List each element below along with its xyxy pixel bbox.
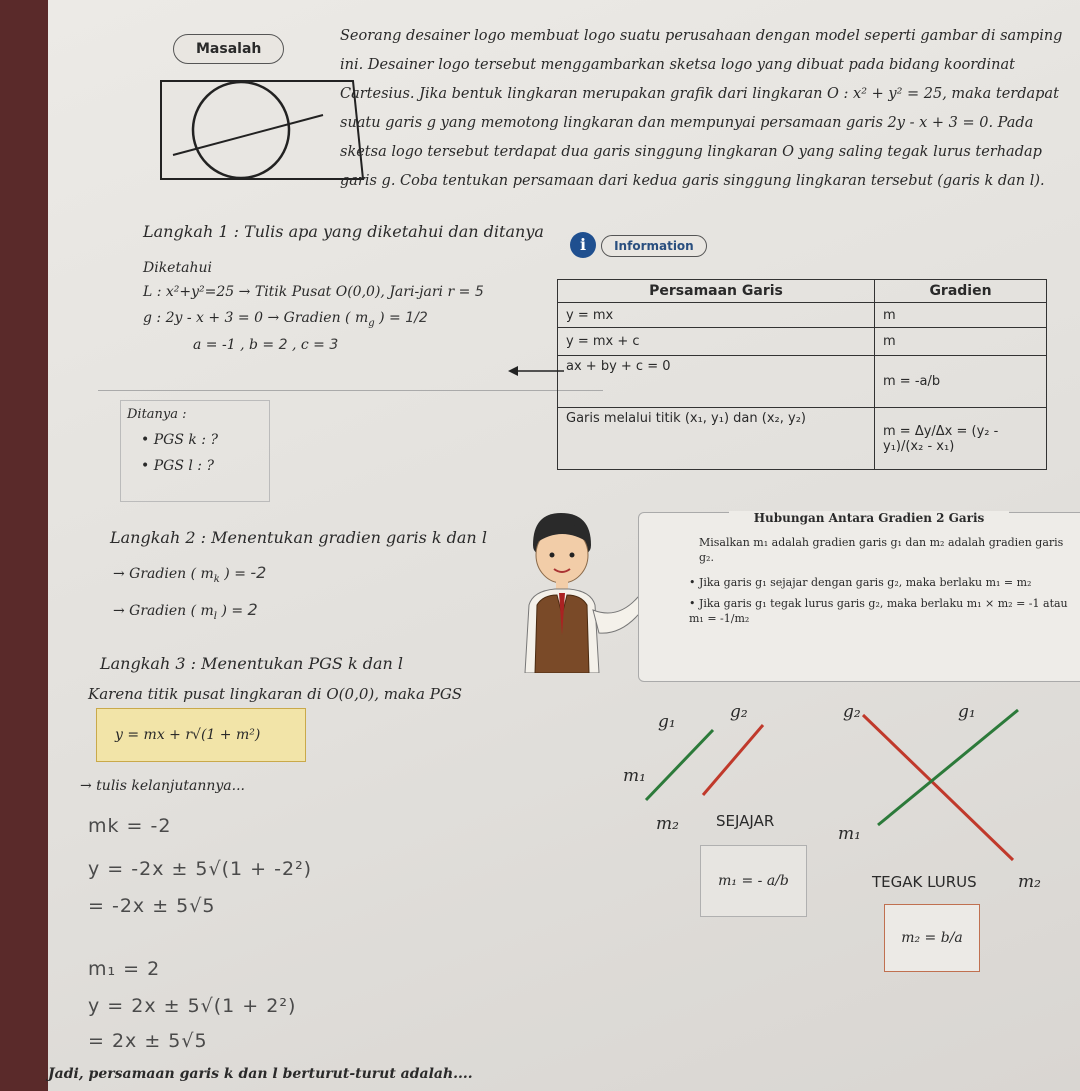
b-answer: 2	[278, 336, 288, 353]
hw-eq-k-result: = -2x ± 5√5	[88, 895, 216, 917]
continue-note: → tulis kelanjutannya...	[80, 778, 245, 794]
pgs-formula: y = mx + r√(1 + m²)	[115, 727, 261, 743]
logo-sketch	[153, 75, 368, 185]
label-g1: g₁	[658, 712, 676, 732]
table-cell: m = -a/b	[875, 356, 1047, 408]
asked-item-text: PGS l : ?	[153, 458, 214, 474]
info-badge	[570, 232, 707, 258]
asked-box	[120, 400, 270, 502]
gradient-table	[557, 279, 1047, 470]
parallel-formula-box	[700, 845, 807, 917]
problem-line: suatu garis g yang memotong lingkaran dan mempunyai persamaan garis 2y - x + 3 = 0. Pada	[340, 115, 1034, 131]
known-circle	[143, 284, 583, 300]
gradient-l-label: → Gradien ( m	[113, 603, 214, 619]
step2-title: Langkah 2 : Menentukan gradien garis k dan l	[110, 528, 487, 547]
table-cell: m = Δy/Δx = (y₂ - y₁)/(x₂ - x₁)	[875, 408, 1047, 470]
info-icon: i	[570, 232, 596, 258]
problem-line: Cartesius. Jika bentuk lingkaran merupakan grafik dari lingkaran O : x² + y² = 25, maka terdapat	[340, 86, 1059, 102]
known-label: Diketahui	[143, 260, 212, 276]
label-g2: g₂	[730, 702, 748, 722]
known-coefficients	[143, 337, 583, 353]
asked-item: • PGS l : ?	[141, 458, 214, 474]
pgs-formula-box	[96, 708, 306, 762]
step1-title: Langkah 1 : Tulis apa yang diketahui dan ditanya	[143, 222, 544, 241]
gradient-lines-diagram	[608, 695, 1080, 895]
perp-formula-box	[884, 904, 980, 972]
problem-line: Seorang desainer logo membuat logo suatu perusahaan dengan model seperti gambar di samping	[340, 28, 1063, 44]
table-header: Persamaan Garis	[558, 280, 875, 303]
asked-item: • PGS k : ?	[141, 432, 218, 448]
gradient-k-sub: k	[213, 573, 220, 585]
gradient-k-label: → Gradien ( m	[113, 566, 214, 582]
known-circle-text: L : x²+y²=25 → Titik Pusat O(0,0), Jari-jari r =	[143, 284, 471, 300]
table-cell: Garis melalui titik (x₁, y₁) dan (x₂, y₂)	[558, 408, 875, 470]
gradient-l-answer: 2	[247, 600, 258, 619]
conclusion: Jadi, persamaan garis k dan l berturut-turut adalah....	[48, 1066, 473, 1082]
perp-formula: m₂ = b/a	[901, 930, 963, 946]
relation-parallel: • Jika garis g₁ sejajar dengan garis g₂, maka berlaku m₁ = m₂	[689, 576, 1032, 589]
relation-perpendicular-text: Jika garis g₁ tegak lurus garis g₂, maka berlaku m₁ × m₂ = -1 atau m₁ = -1/m₂	[689, 597, 1068, 625]
label-m1: m₁	[623, 766, 646, 786]
arrow-icon	[506, 364, 566, 378]
gradient-k-row: → Gradien ( $m_k$ ) = -2	[113, 563, 267, 585]
table-row	[558, 408, 1047, 470]
problem-line: garis g. Coba tentukan persamaan dari kedua garis singgung lingkaran tersebut (garis k dan l).	[340, 173, 1045, 189]
info-badge-label: Information	[601, 235, 707, 257]
table-row	[558, 356, 1047, 408]
label-g1-perp: g₁	[958, 702, 976, 722]
gradient-g-answer: 1/2	[405, 310, 428, 326]
table-row	[558, 303, 1047, 328]
known-line-text: g : 2y - x + 3 = 0 → Gradien ( m	[143, 310, 369, 326]
table-cell: y = mx + c	[558, 328, 875, 356]
worksheet-page	[48, 0, 1080, 1091]
label-g2-perp: g₂	[843, 702, 861, 722]
gradient-relation-box	[638, 512, 1080, 682]
c-answer: 3	[329, 336, 339, 353]
table-row	[558, 328, 1047, 356]
hw-ml: m₁ = 2	[88, 958, 161, 980]
known-line-sub: g	[368, 317, 375, 329]
relation-title: Hubungan Antara Gradien 2 Garis	[729, 511, 1009, 525]
table-cell: m	[875, 303, 1047, 328]
relation-parallel-text: Jika garis g₁ sejajar dengan garis g₂, maka berlaku m₁ = m₂	[699, 576, 1032, 589]
hw-eq-l-result: = 2x ± 5√5	[88, 1030, 208, 1052]
label-perpendicular: TEGAK LURUS	[872, 873, 977, 891]
problem-badge: Masalah	[173, 34, 284, 64]
hw-mk: mk = -2	[88, 815, 172, 837]
table-cell: m	[875, 328, 1047, 356]
hw-eq-k: y = -2x ± 5√(1 + -2²)	[88, 858, 313, 880]
label-m1-perp: m₁	[838, 824, 861, 844]
radius-answer: 5	[474, 284, 484, 300]
relation-perpendicular: • Jika garis g₁ tegak lurus garis g₂, maka berlaku m₁ × m₂ = -1 atau m₁ = -1/m₂	[689, 597, 1068, 625]
known-line	[143, 310, 583, 329]
label-parallel: SEJAJAR	[716, 812, 775, 830]
label-m2: m₂	[656, 814, 679, 834]
table-cell: y = mx	[558, 303, 875, 328]
divider	[98, 390, 603, 391]
asked-item-text: PGS k : ?	[153, 432, 218, 448]
problem-text	[340, 22, 1080, 196]
problem-line: sketsa logo tersebut terdapat dua garis singgung lingkaran O yang saling tegak lurus terhadap	[340, 144, 1042, 160]
step3-title: Langkah 3 : Menentukan PGS k dan l	[100, 654, 404, 673]
table-header: Gradien	[875, 280, 1047, 303]
step3-intro: Karena titik pusat lingkaran di O(0,0), maka PGS	[88, 685, 463, 703]
coef-c-text: , c =	[291, 336, 325, 353]
problem-line: ini. Desainer logo tersebut menggambarkan sketsa logo yang dibuat pada bidang koordinat	[340, 57, 1015, 73]
label-m2-perp: m₂	[1018, 872, 1041, 892]
known-line-end: ) =	[379, 310, 401, 326]
gradient-l-row: → Gradien ( $m_l$ ) = 2	[113, 600, 258, 622]
asked-label: Ditanya :	[127, 407, 187, 422]
coef-a-text: a = -1 , b =	[193, 336, 275, 353]
table-cell: ax + by + c = 0	[558, 356, 875, 408]
gradient-k-answer: -2	[250, 563, 267, 582]
relation-intro: Misalkan m₁ adalah gradien garis g₁ dan m₂ adalah gradien garis g₂.	[699, 536, 1064, 564]
parallel-formula: m₁ = - a/b	[718, 873, 789, 889]
hw-eq-l: y = 2x ± 5√(1 + 2²)	[88, 995, 297, 1017]
gradient-l-sub: l	[213, 610, 217, 622]
